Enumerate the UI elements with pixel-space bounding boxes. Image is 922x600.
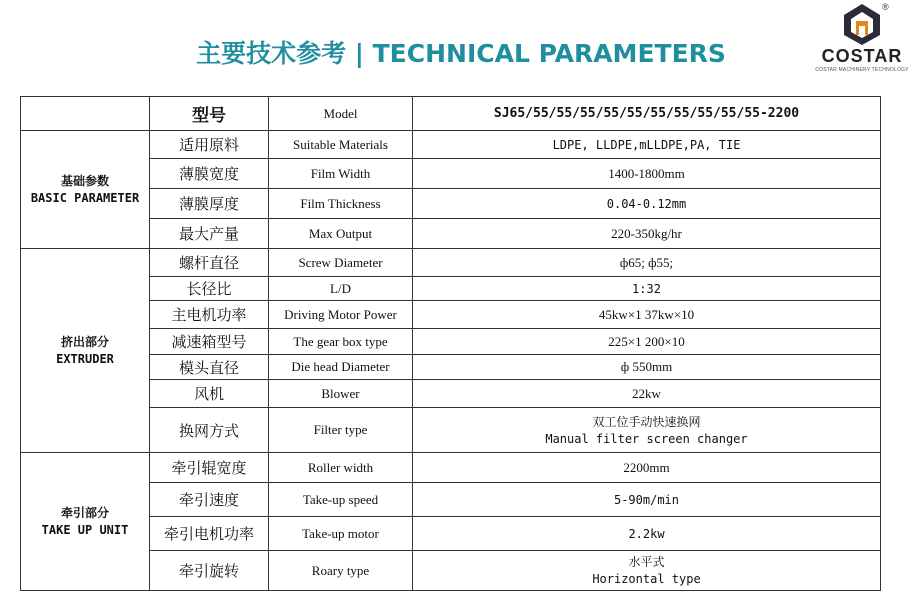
group-cn-label: 牵引部分 [60, 505, 109, 520]
registered-mark: ® [882, 2, 889, 12]
param-cn: 薄膜宽度 [150, 159, 269, 189]
group-basic-parameter [21, 131, 150, 249]
blank-cell [21, 97, 150, 131]
table-row [21, 277, 881, 301]
param-value: 5-90m/min [413, 483, 881, 517]
param-cn: 减速箱型号 [150, 329, 269, 355]
param-value: 1400-1800mm [413, 159, 881, 189]
table-row [21, 355, 881, 380]
param-value: 2200mm [413, 453, 881, 483]
param-value: 45kw×1 37kw×10 [413, 301, 881, 329]
param-cn: 主电机功率 [150, 301, 269, 329]
param-value-two-line [413, 408, 881, 453]
param-en: Take-up motor [269, 517, 413, 551]
param-en: Roary type [269, 551, 413, 591]
param-en: Film Width [269, 159, 413, 189]
param-en: Die head Diameter [269, 355, 413, 380]
param-en: Blower [269, 380, 413, 408]
group-en-label: TAKE UP UNIT [41, 522, 129, 537]
param-cn: 模头直径 [150, 355, 269, 380]
param-cn: 适用原料 [150, 131, 269, 159]
param-cn: 牵引速度 [150, 483, 269, 517]
header-model-value: SJ65/55/55/55/55/55/55/55/55/55/55-2200 [413, 97, 881, 131]
table-row [21, 189, 881, 219]
table-row [21, 380, 881, 408]
param-value: 225×1 200×10 [413, 329, 881, 355]
page-title: 主要技术参考 | TECHNICAL PARAMETERS [196, 39, 726, 68]
param-en: Screw Diameter [269, 249, 413, 277]
table-row [21, 219, 881, 249]
logo-tagline: COSTAR MACHINERY TECHNOLOGY [815, 67, 909, 73]
param-cn: 长径比 [150, 277, 269, 301]
param-value: 22kw [413, 380, 881, 408]
param-en: Roller width [269, 453, 413, 483]
param-value: LDPE, LLDPE,mLLDPE,PA, TIE [413, 131, 881, 159]
param-en: Take-up speed [269, 483, 413, 517]
param-cn: 螺杆直径 [150, 249, 269, 277]
param-cn: 薄膜厚度 [150, 189, 269, 219]
group-cn-label: 基础参数 [60, 173, 109, 188]
table-row [21, 551, 881, 591]
table-row [21, 329, 881, 355]
param-value-two-line [413, 551, 881, 591]
param-cn: 最大产量 [150, 219, 269, 249]
table-row [21, 301, 881, 329]
table-row [21, 453, 881, 483]
header-cn-model: 型号 [150, 97, 269, 131]
table-row [21, 408, 881, 453]
param-en: Filter type [269, 408, 413, 453]
param-en: The gear box type [269, 329, 413, 355]
company-logo [812, 2, 912, 74]
costar-house-logo-icon [840, 2, 884, 46]
param-value: ф 550mm [413, 355, 881, 380]
param-value-line1: 双工位手动快速换网 [592, 414, 701, 429]
param-en: L/D [269, 277, 413, 301]
param-en: Driving Motor Power [269, 301, 413, 329]
param-cn: 风机 [150, 380, 269, 408]
logo-brand-name: COSTAR [821, 46, 903, 66]
param-cn: 牵引辊宽度 [150, 453, 269, 483]
table-row [21, 131, 881, 159]
param-value-line2: Horizontal type [592, 572, 701, 586]
table-row [21, 249, 881, 277]
group-en-label: BASIC PARAMETER [30, 190, 140, 205]
header-en-model: Model [269, 97, 413, 131]
table-row [21, 483, 881, 517]
param-value: 2.2kw [413, 517, 881, 551]
param-value-line2: Manual filter screen changer [545, 431, 748, 446]
group-take-up-unit [21, 453, 150, 591]
param-cn: 换网方式 [150, 408, 269, 453]
group-cn-label: 挤出部分 [60, 334, 109, 349]
param-value: 0.04-0.12mm [413, 189, 881, 219]
param-value: ф65; ф55; [413, 249, 881, 277]
param-cn: 牵引电机功率 [150, 517, 269, 551]
param-en: Max Output [269, 219, 413, 249]
param-value-line1: 水平式 [628, 555, 665, 569]
param-value: 1:32 [413, 277, 881, 301]
param-cn: 牵引旋转 [150, 551, 269, 591]
param-value: 220-350kg/hr [413, 219, 881, 249]
technical-parameters-table [20, 96, 881, 591]
table-row [21, 159, 881, 189]
param-en: Film Thickness [269, 189, 413, 219]
table-header-row [21, 97, 881, 131]
group-en-label: EXTRUDER [56, 351, 114, 366]
table-row [21, 517, 881, 551]
group-extruder [21, 249, 150, 453]
param-en: Suitable Materials [269, 131, 413, 159]
